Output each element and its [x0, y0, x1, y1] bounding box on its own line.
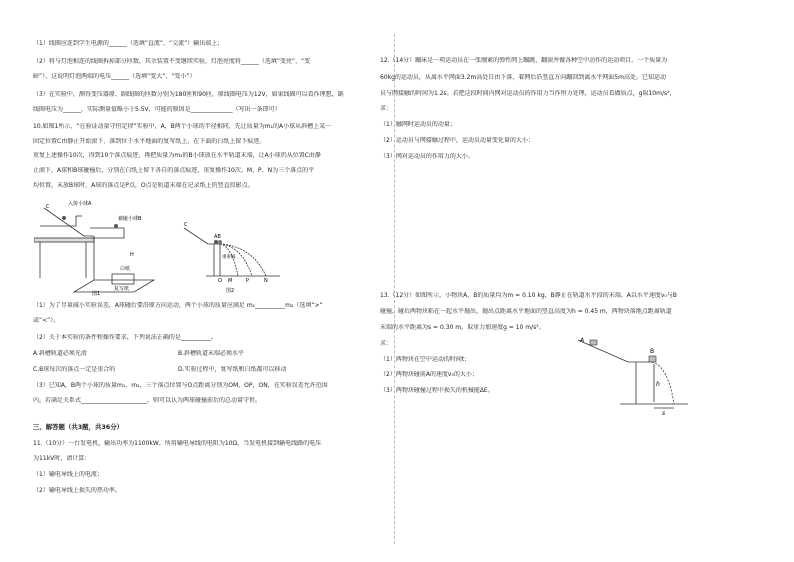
q10-sub3: （3）已知A，B两个小球的质量m₁，m₂，三个落点位置与O点距离分别为OM，OP，ON，在实验误差允许范围 [33, 382, 328, 389]
q10-sub2: （2）关于本实验的条件和操作要求，下列说法正确的是__________。 [33, 334, 217, 341]
fig1-label-ball-a: 入射小球A [68, 201, 92, 207]
fig3-label-h: h [656, 381, 660, 388]
q12-line2: 60kg的运动员，从离水平网面3.2m高处自由下落，着网后沿竖直方向蹦回到离水平网面5m高处。已知运动 [380, 74, 666, 81]
left-column [0, 0, 390, 562]
q10-line2: 固定位置C由静止开始滚下，落到位于水平地面的复写纸上，在下面的白纸上留下痕迹。 [33, 138, 266, 145]
q12-line1: 12.（14分）蹦床是一项运动员在一张绷紧的弹性网上蹦跳、翻滚并做各种空中动作的运动项目。一个质量为 [380, 57, 668, 64]
q11-line1: 11.（10分）一台发电机，输出功率为1100kW，所用输电导线的电阻为10Ω，当发电机接到输电线路的电压 [33, 440, 322, 447]
q10-option-b: B.斜槽轨道末端必须水平 [178, 350, 245, 357]
q12-sub2: （2）运动员与网接触过程中，运动员动量变化量的大小； [380, 137, 534, 144]
q10-sub3-cont: 内，若满足关系式______________________，则可以认为两球碰撞前后的总动量守恒。 [33, 397, 262, 404]
fig1-label-c: C [46, 204, 50, 210]
q11-sub1: （1）输电导线上的电流； [33, 471, 103, 478]
q9-part1: （1）线圈应连到学生电源的______（选填“直流”、“交流”）输出端上； [33, 40, 224, 47]
q13-sub1: （1）两物块在空中运动的时间t； [380, 356, 471, 363]
q12-line4: 求： [380, 105, 393, 112]
q13-line4: 求： [380, 340, 393, 347]
right-column [398, 0, 794, 562]
figure-3-track [570, 332, 690, 416]
section-heading: 三、解答题（共3题，共36分） [33, 423, 124, 431]
fig2-label-o: O [218, 278, 222, 284]
fig2-label-m: M [228, 278, 233, 284]
fig2-label-ab: AB [214, 234, 221, 240]
fig2-label-plumb: 重垂线 [222, 255, 236, 260]
q13-line1: 13.（12分）如图所示，小物块A，B的质量均为m = 0.10 kg，B静止在轨道水平段的末端。A以水平速度v₀与B [380, 292, 677, 299]
fig3-label-b: B [650, 348, 655, 355]
fig1-label-white-paper: 白纸 [120, 266, 131, 272]
q10-line5: 均位置，未放B球时，A球的落点是P点，O点是轨道末端在记录纸上的竖直投影点。 [33, 182, 254, 189]
q13-sub2: （2）两物块碰前A的速度v₀的大小； [380, 371, 478, 378]
q9-part2-cont: 暗”），这说明灯泡两端的电压______（选填“变大”、“变小”） [33, 73, 196, 80]
q11-line2: 为11kV时，请计算： [33, 455, 91, 462]
q13-line2: 碰撞，碰后两物块粘在一起水平抛出，抛出点距离水平地面的竖直高度为h = 0.45 m，两物块落地点距离轨道 [380, 308, 672, 315]
q10-line3: 重复上述操作10次，得到10个落点痕迹，再把质量为m₂的B小球放在水平轨道末端，让A小球仍从位置C由静 [33, 152, 321, 159]
fig1-label-ball-b: 被碰小球B [118, 216, 142, 222]
q10-option-d: D.实验过程中，复写纸和白纸都可以移动 [178, 366, 287, 373]
fig2-caption: 图2 [226, 288, 235, 294]
q10-intro: 10.如图1所示，“在验证动量守恒定律”实验中，A，B两个小球的半径相同，先让质量为m₁的A小球从斜槽上某一 [33, 123, 332, 130]
q10-line4: 止滚下，A球和B球碰撞后，分别在白纸上留下各自的落点痕迹，重复操作10次。M、P、N为三个落点的平 [33, 167, 315, 174]
figure-1-apparatus [34, 198, 164, 296]
figure-2-trajectory [180, 218, 280, 296]
fig1-caption: 图1 [92, 291, 101, 296]
q9-part2: （2）将与灯泡相连的线圈拆掉部分匝数，其余装置不变继续实验，灯泡亮度将______（选填“变亮”、“变 [33, 58, 311, 65]
q12-sub3: （3）网对运动员的作用力的大小。 [380, 153, 474, 160]
fig2-label-c: C [184, 222, 188, 228]
q12-sub1: （1）触网时运动员的动量； [380, 121, 456, 128]
q10-sub1-cont: 或“<”）。 [33, 317, 60, 324]
q12-line3: 员与网接触的时间为1.2s。若把这段时间内网对运动员的作用力当作恒力处理，运动员看做质点，g取10m/s²， [380, 90, 676, 97]
fig1-label-h: H [130, 252, 134, 258]
fig1-label-carbon-paper: 复写纸 [114, 286, 130, 292]
fig3-label-a: A [580, 337, 585, 344]
q11-sub2: （2）输电导线上损失的热功率。 [33, 487, 121, 494]
q13-sub3: （3）两物块碰撞过程中损失的机械能ΔE。 [380, 387, 494, 394]
q9-part3: （3）在实验中，测得变压器原、副线圈的匝数分别为180匝和90匝，原线圈电压为12V，如果线圈可以看作理想，副 [33, 91, 344, 98]
q10-sub1: （1）为了尽量减小实验误差，A球碰后要沿原方向运动，两个小球的质量应满足 m₁__________m₂（选填“>” [33, 302, 323, 309]
q10-option-c: C.B球每次的落点一定是重合的 [33, 366, 116, 373]
q9-part3-cont: 线圈电压为______，实际测量值略小于5.5V，可能的原因是______________（写出一条即可） [33, 106, 281, 113]
fig3-label-s: s [662, 410, 666, 416]
fig2-label-p: P [246, 278, 250, 284]
q10-option-a: A.斜槽轨道必须光滑 [33, 350, 87, 357]
q13-line3: 末端的水平距离为s = 0.30 m，取重力加速度g = 10 m/s²。 [380, 324, 545, 331]
fig2-label-n: N [264, 278, 268, 284]
